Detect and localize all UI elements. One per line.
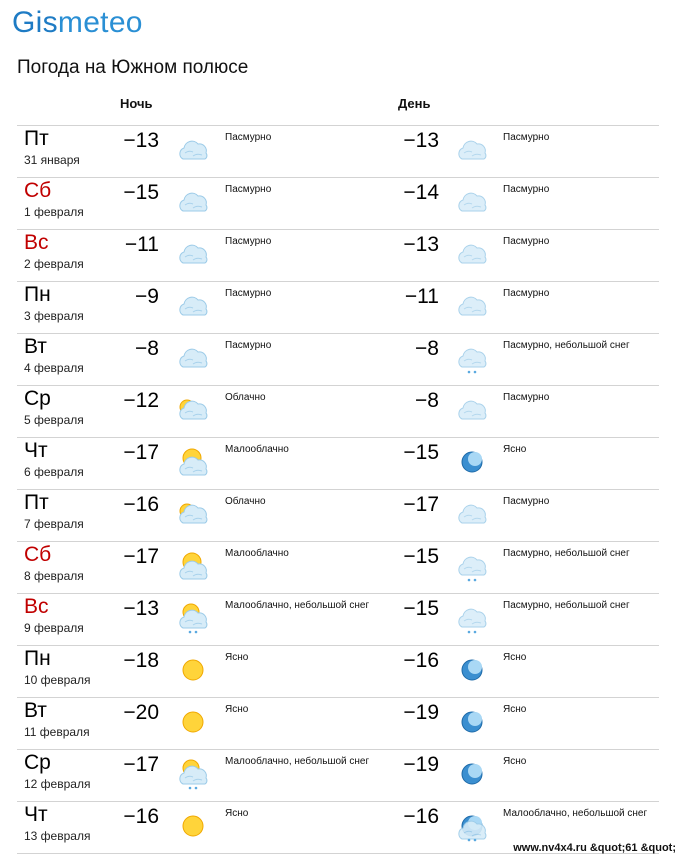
cloudy-sun-icon bbox=[175, 393, 211, 427]
night-temperature: −13 bbox=[123, 597, 159, 620]
date-label: 5 февраля bbox=[24, 413, 84, 427]
night-description: Облачно bbox=[225, 392, 266, 403]
date-label: 12 февраля bbox=[24, 777, 91, 791]
overcast-day-icon bbox=[454, 497, 490, 531]
night-temperature: −17 bbox=[123, 441, 159, 464]
watermark: www.nv4x4.ru &quot;61 &quot; bbox=[513, 842, 676, 854]
date-label: 2 февраля bbox=[24, 257, 84, 271]
day-of-week: Пт bbox=[24, 127, 49, 150]
clear-moon-icon bbox=[454, 705, 490, 739]
overcast-icon bbox=[175, 341, 211, 375]
day-of-week: Чт bbox=[24, 803, 48, 826]
day-description: Пасмурно, небольшой снег bbox=[503, 340, 630, 351]
overcast-day-icon bbox=[454, 185, 490, 219]
overcast-icon bbox=[175, 237, 211, 271]
day-of-week: Пт bbox=[24, 491, 49, 514]
night-description: Облачно bbox=[225, 496, 266, 507]
overcast-day-icon bbox=[454, 289, 490, 323]
day-description: Пасмурно bbox=[503, 132, 550, 143]
date-label: 7 февраля bbox=[24, 517, 84, 531]
night-description: Малооблачно, небольшой снег bbox=[225, 756, 370, 767]
sun-icon bbox=[175, 653, 211, 687]
table-row bbox=[17, 750, 659, 802]
partly-cloudy-snow-icon bbox=[175, 757, 211, 791]
logo-part-gis: Gis bbox=[12, 6, 58, 39]
date-label: 11 февраля bbox=[24, 725, 90, 739]
day-of-week: Ср bbox=[24, 751, 51, 774]
day-of-week: Чт bbox=[24, 439, 48, 462]
page-title: Погода на Южном полюсе bbox=[17, 57, 249, 78]
overcast-icon bbox=[175, 133, 211, 167]
date-label: 31 января bbox=[24, 153, 80, 167]
night-description: Малооблачно, небольшой снег bbox=[225, 600, 370, 611]
date-label: 9 февраля bbox=[24, 621, 84, 635]
date-label: 10 февраля bbox=[24, 673, 91, 687]
partly-cloudy-icon bbox=[175, 445, 211, 479]
night-description: Пасмурно bbox=[225, 340, 272, 351]
clear-moon-icon bbox=[454, 445, 490, 479]
cloudy-sun-icon bbox=[175, 497, 211, 531]
day-temperature: −8 bbox=[415, 389, 439, 412]
night-temperature: −8 bbox=[135, 337, 159, 360]
overcast-day-icon bbox=[454, 133, 490, 167]
day-of-week: Вс bbox=[24, 231, 49, 254]
table-row bbox=[17, 386, 659, 438]
day-description: Ясно bbox=[503, 444, 527, 455]
night-description: Ясно bbox=[225, 808, 249, 819]
overcast-day-icon bbox=[454, 393, 490, 427]
day-of-week: Вт bbox=[24, 335, 47, 358]
night-description: Пасмурно bbox=[225, 288, 272, 299]
table-row bbox=[17, 698, 659, 750]
night-temperature: −13 bbox=[123, 129, 159, 152]
moon-cloud-snow-icon bbox=[454, 809, 490, 843]
logo-part-meteo: meteo bbox=[57, 6, 143, 39]
day-description: Ясно bbox=[503, 704, 527, 715]
table-row bbox=[17, 438, 659, 490]
day-temperature: −15 bbox=[403, 545, 439, 568]
overcast-day-icon bbox=[454, 237, 490, 271]
day-description: Ясно bbox=[503, 756, 527, 767]
night-description: Малооблачно bbox=[225, 548, 289, 559]
day-temperature: −14 bbox=[403, 181, 439, 204]
night-description: Пасмурно bbox=[225, 184, 272, 195]
day-description: Пасмурно bbox=[503, 236, 550, 247]
night-description: Ясно bbox=[225, 704, 249, 715]
forecast-table bbox=[17, 125, 659, 854]
overcast-snow-icon bbox=[454, 341, 490, 375]
day-temperature: −11 bbox=[404, 285, 439, 308]
night-column-header: Ночь bbox=[120, 96, 153, 111]
day-of-week: Вт bbox=[24, 699, 47, 722]
sun-icon bbox=[175, 809, 211, 843]
overcast-icon bbox=[175, 289, 211, 323]
day-of-week: Пн bbox=[24, 647, 51, 670]
night-temperature: −16 bbox=[123, 493, 159, 516]
night-temperature: −11 bbox=[124, 233, 159, 256]
night-temperature: −17 bbox=[123, 545, 159, 568]
overcast-snow-icon bbox=[454, 601, 490, 635]
day-description: Ясно bbox=[503, 652, 527, 663]
overcast-icon bbox=[175, 185, 211, 219]
night-description: Ясно bbox=[225, 652, 249, 663]
table-row bbox=[17, 230, 659, 282]
day-of-week: Пн bbox=[24, 283, 51, 306]
day-description: Пасмурно, небольшой снег bbox=[503, 600, 630, 611]
partly-cloudy-icon bbox=[175, 549, 211, 583]
day-temperature: −15 bbox=[403, 441, 439, 464]
table-row bbox=[17, 178, 659, 230]
date-label: 3 февраля bbox=[24, 309, 84, 323]
partly-cloudy-snow-icon bbox=[175, 601, 211, 635]
day-temperature: −16 bbox=[403, 805, 439, 828]
day-of-week: Сб bbox=[24, 543, 52, 566]
date-label: 8 февраля bbox=[24, 569, 84, 583]
day-description: Пасмурно, небольшой снег bbox=[503, 548, 630, 559]
day-of-week: Вс bbox=[24, 595, 49, 618]
night-description: Пасмурно bbox=[225, 236, 272, 247]
day-temperature: −13 bbox=[403, 129, 439, 152]
day-temperature: −8 bbox=[415, 337, 439, 360]
night-temperature: −20 bbox=[123, 701, 159, 724]
day-temperature: −19 bbox=[403, 753, 439, 776]
overcast-snow-icon bbox=[454, 549, 490, 583]
day-description: Пасмурно bbox=[503, 288, 550, 299]
gismeteo-logo[interactable] bbox=[12, 4, 143, 42]
night-temperature: −9 bbox=[135, 285, 159, 308]
sun-icon bbox=[175, 705, 211, 739]
day-temperature: −15 bbox=[403, 597, 439, 620]
table-row bbox=[17, 282, 659, 334]
date-label: 13 февраля bbox=[24, 829, 91, 843]
night-description: Малооблачно bbox=[225, 444, 289, 455]
table-row bbox=[17, 126, 659, 178]
day-of-week: Сб bbox=[24, 179, 52, 202]
day-temperature: −16 bbox=[403, 649, 439, 672]
night-temperature: −18 bbox=[123, 649, 159, 672]
clear-moon-icon bbox=[454, 757, 490, 791]
day-temperature: −17 bbox=[403, 493, 439, 516]
day-description: Пасмурно bbox=[503, 392, 550, 403]
date-label: 1 февраля bbox=[24, 205, 84, 219]
table-row bbox=[17, 646, 659, 698]
clear-moon-icon bbox=[454, 653, 490, 687]
day-description: Пасмурно bbox=[503, 496, 550, 507]
night-temperature: −15 bbox=[123, 181, 159, 204]
table-row bbox=[17, 542, 659, 594]
day-of-week: Ср bbox=[24, 387, 51, 410]
date-label: 6 февраля bbox=[24, 465, 84, 479]
day-column-header: День bbox=[398, 96, 431, 111]
night-temperature: −17 bbox=[123, 753, 159, 776]
table-row bbox=[17, 334, 659, 386]
night-description: Пасмурно bbox=[225, 132, 272, 143]
day-temperature: −13 bbox=[403, 233, 439, 256]
night-temperature: −16 bbox=[123, 805, 159, 828]
day-temperature: −19 bbox=[403, 701, 439, 724]
table-row bbox=[17, 490, 659, 542]
night-temperature: −12 bbox=[123, 389, 159, 412]
day-description: Пасмурно bbox=[503, 184, 550, 195]
date-label: 4 февраля bbox=[24, 361, 84, 375]
table-row bbox=[17, 594, 659, 646]
day-description: Малооблачно, небольшой снег bbox=[503, 808, 648, 819]
